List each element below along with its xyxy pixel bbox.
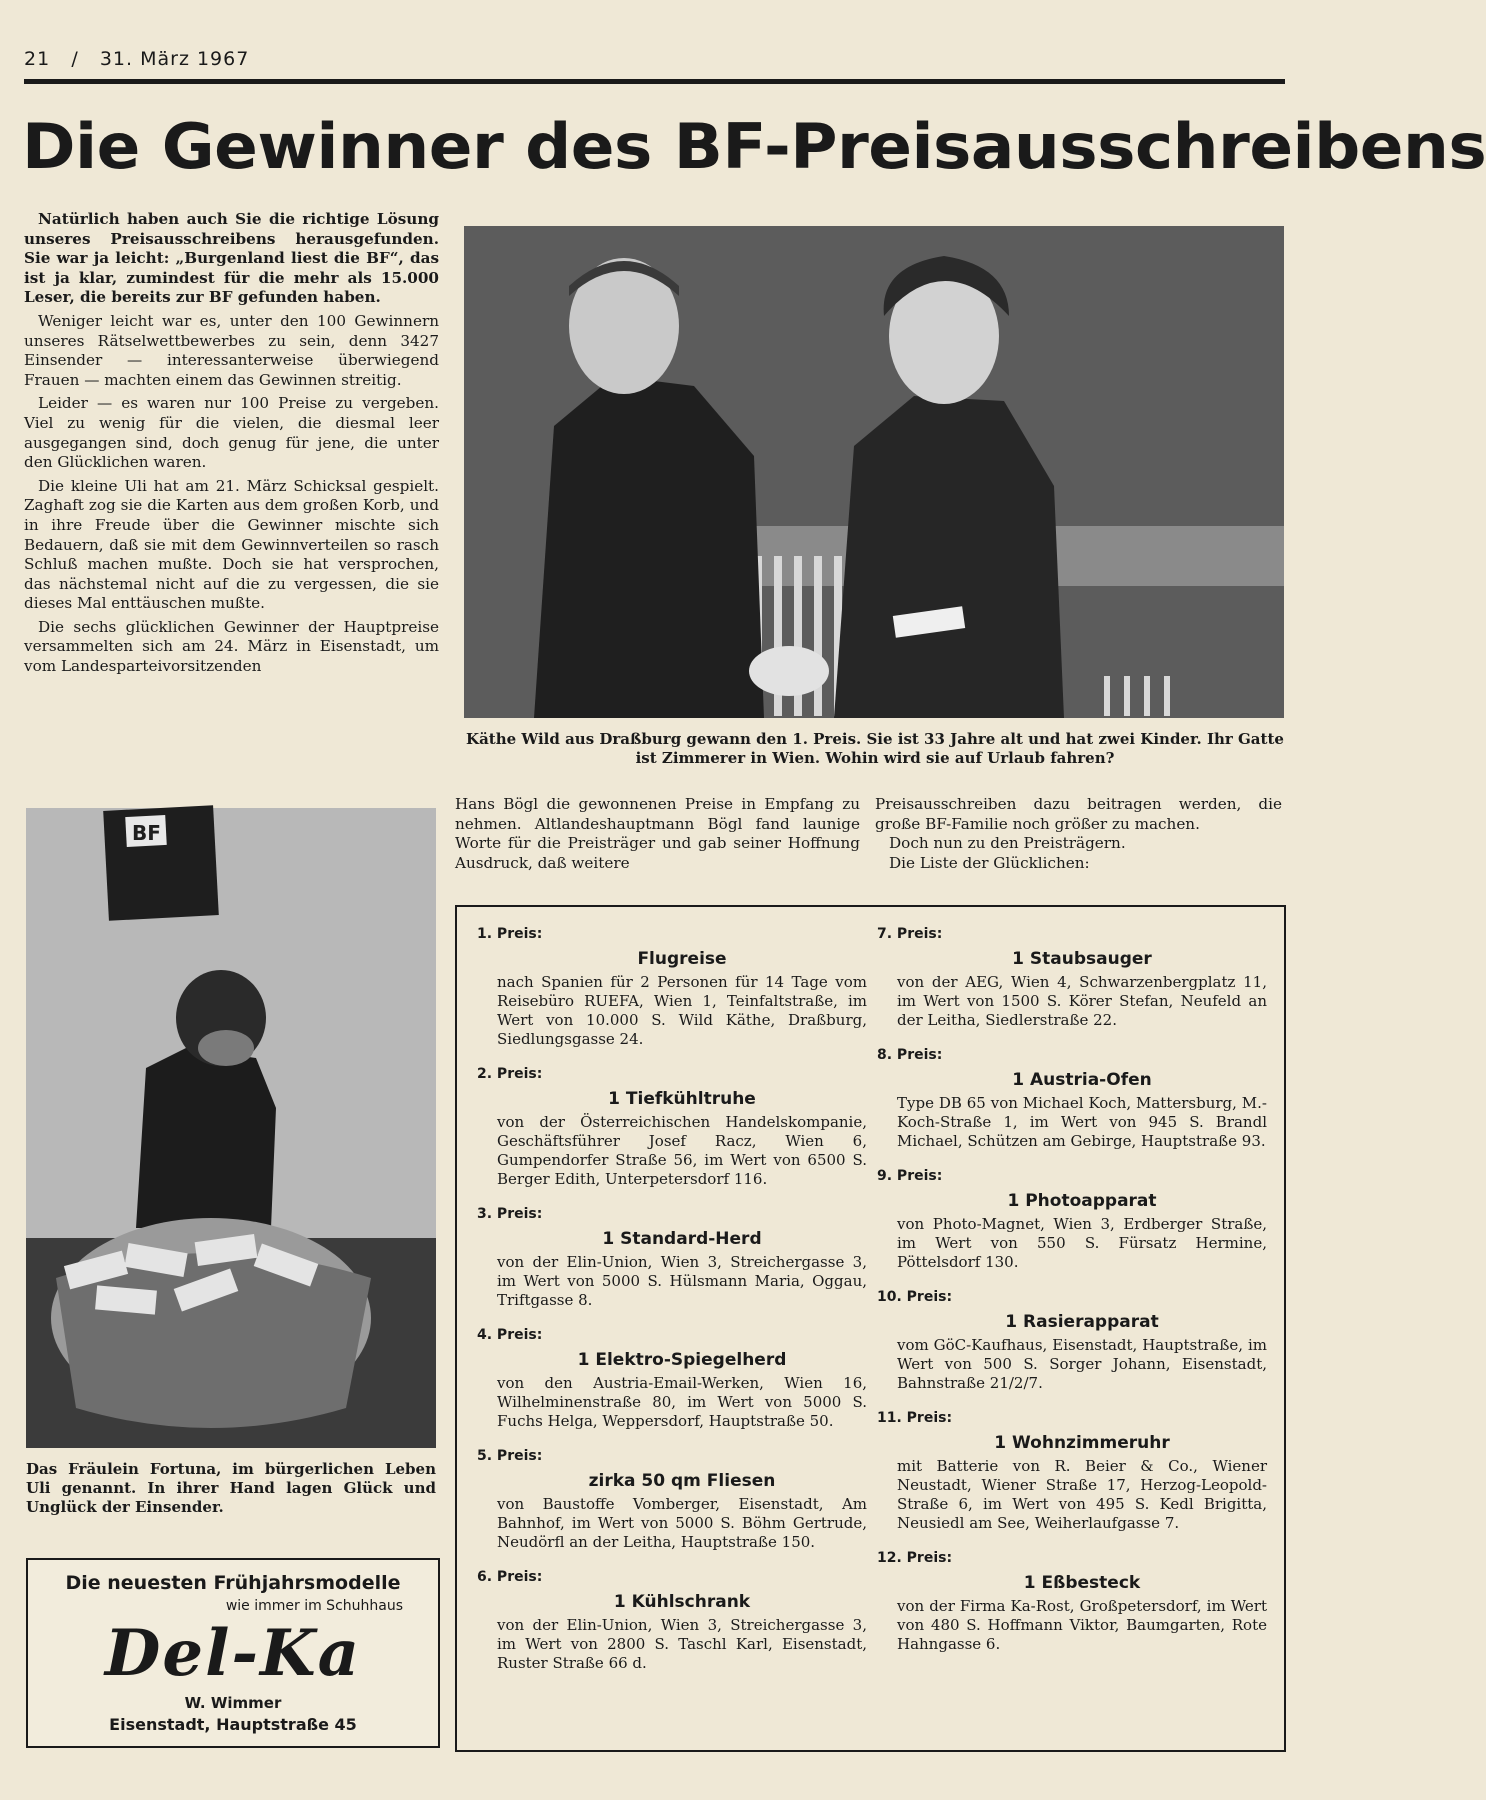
child-drawing-photo — [26, 808, 436, 1448]
prize-description: von der Elin-Union, Wien 3, Streichergasse 3, im Wert von 5000 S. Hülsmann Maria, Oggau, Triftgasse 8. — [497, 1253, 867, 1309]
photo-illustration — [26, 808, 436, 1448]
prize-description: von der Elin-Union, Wien 3, Streichergasse 3, im Wert von 2800 S. Taschl Karl, Eisenstadt, Ruster Straße 66 d. — [497, 1616, 867, 1672]
prize-name: 1 Elektro-Spiegelherd — [577, 1350, 787, 1370]
prize-number: 2. Preis: — [477, 1066, 543, 1082]
prize-number: 10. Preis: — [877, 1289, 953, 1305]
prize-description: von den Austria-Email-Werken, Wien 16, Wilhelminenstraße 80, im Wert von 5000 S. Fuchs Helga, Weppersdorf, Hauptstraße 50. — [497, 1374, 867, 1430]
prize-name: 1 Rasierapparat — [1005, 1312, 1159, 1332]
prize-number: 8. Preis: — [877, 1047, 943, 1063]
prize-number: 5. Preis: — [477, 1448, 543, 1464]
prize-description: von Baustoffe Vomberger, Eisenstadt, Am Bahnhof, im Wert von 5000 S. Böhm Gertrude, Neudörfl an der Leitha, Hauptstraße 150. — [497, 1495, 867, 1551]
prize-list-box — [455, 905, 1286, 1752]
ad-headline: Die neuesten Frühjahrsmodelle — [65, 1572, 401, 1594]
continuation-text: Die Liste der Glücklichen: — [889, 853, 1090, 872]
prize-description: vom GöC-Kaufhaus, Eisenstadt, Hauptstraße, im Wert von 500 S. Sorger Johann, Eisenstadt, Bahnstraße 21/2/7. — [897, 1336, 1267, 1392]
prize-description: nach Spanien für 2 Personen für 14 Tage vom Reisebüro RUEFA, Wien 1, Teinfaltstraße, im Wert von 10.000 S. Wild Käthe, Draßburg, Siedlungsgasse 24. — [497, 973, 867, 1048]
prize-entry — [477, 1205, 867, 1310]
prize-description: Type DB 65 von Michael Koch, Mattersburg, M.-Koch-Straße 1, im Wert von 945 S. Brandl Michael, Schützen am Gebirge, Hauptstraße 93. — [897, 1094, 1267, 1150]
prize-column-left — [477, 925, 867, 1689]
ad-logo: Del-Ka — [104, 1616, 362, 1691]
prize-entry — [877, 1549, 1267, 1654]
header-separator: / — [71, 48, 79, 70]
prize-description: von Photo-Magnet, Wien 3, Erdberger Straße, im Wert von 550 S. Fürsatz Hermine, Pöttelsdorf 130. — [897, 1215, 1267, 1271]
prize-name: 1 Wohnzimmeruhr — [994, 1433, 1170, 1453]
shoe-store-ad — [26, 1558, 440, 1748]
prize-number: 7. Preis: — [877, 926, 943, 942]
ad-owner: W. Wimmer — [184, 1694, 282, 1712]
prize-name: 1 Tiefkühltruhe — [608, 1089, 756, 1109]
page-number: 21 — [24, 48, 51, 70]
prize-number: 6. Preis: — [477, 1569, 543, 1585]
prize-description: mit Batterie von R. Beier & Co., Wiener Neustadt, Wiener Straße 17, Herzog-Leopold-Straße 6, im Wert von 495 S. Kedl Brigitta, Neusiedl am See, Weiherlaufgasse 7. — [897, 1457, 1267, 1532]
main-photo-caption: Käthe Wild aus Draßburg gewann den 1. Preis. Sie ist 33 Jahre alt und hat zwei Kinder. Ihr Gatte ist Zimmerer in Wien. Wohin wird sie auf Urlaub fahren? — [466, 730, 1284, 767]
prize-entry — [477, 1326, 867, 1431]
header-rule — [24, 79, 1285, 84]
intro-paragraph: Leider — es waren nur 100 Preise zu vergeben. Viel zu wenig für die vielen, die diesmal leer ausgegangen sind, doch genug für jene, die unter den Glücklichen waren. — [24, 394, 439, 472]
continuation-text: Doch nun zu den Preisträgern. — [889, 834, 1126, 853]
prize-number: 11. Preis: — [877, 1410, 953, 1426]
prize-entry — [877, 1288, 1267, 1393]
poster-label: BF — [132, 821, 161, 845]
prize-number: 4. Preis: — [477, 1327, 543, 1343]
prize-number: 3. Preis: — [477, 1206, 543, 1222]
continuation-text: Preisausschreiben dazu beitragen werden, die große BF-Familie noch größer zu machen. — [875, 795, 1282, 833]
prize-name: 1 Eßbesteck — [1023, 1573, 1141, 1593]
photo-illustration — [464, 226, 1284, 718]
continuation-col1: Hans Bögl die gewonnenen Preise in Empfang zu nehmen. Altlandeshauptmann Bögl fand launige Worte für die Preisträger und gab seiner Hoffnung Ausdruck, daß weitere — [455, 795, 860, 872]
prize-description: von der AEG, Wien 4, Schwarzenbergplatz 11, im Wert von 1500 S. Körer Stefan, Neufeld an der Leitha, Siedlerstraße 22. — [897, 973, 1267, 1029]
headline: Die Gewinner des BF-Preisausschreibens — [22, 110, 1486, 183]
prize-description: von der Österreichischen Handelskompanie, Geschäftsführer Josef Racz, Wien 6, Gumpendorfer Straße 56, im Wert von 6500 S. Berger Edith, Unterpetersdorf 116. — [497, 1113, 867, 1188]
prize-column-right — [877, 925, 1267, 1670]
prize-entry — [477, 1447, 867, 1552]
intro-column — [24, 210, 439, 681]
prize-description: von der Firma Ka-Rost, Großpetersdorf, im Wert von 480 S. Hoffmann Viktor, Baumgarten, Rote Hahngasse 6. — [897, 1597, 1267, 1653]
prize-entry — [877, 925, 1267, 1030]
continuation-col2 — [875, 795, 1282, 873]
prize-entry — [877, 1046, 1267, 1151]
prize-entry — [477, 1065, 867, 1189]
prize-entry — [877, 1167, 1267, 1272]
prize-name: zirka 50 qm Fliesen — [588, 1471, 776, 1491]
prize-name: Flugreise — [637, 949, 727, 969]
prize-name: 1 Photoapparat — [1007, 1191, 1157, 1211]
intro-paragraph: Die sechs glücklichen Gewinner der Hauptpreise versammelten sich am 24. März in Eisenstadt, um vom Landesparteivorsitzenden — [24, 617, 439, 676]
prize-name: 1 Standard-Herd — [602, 1229, 762, 1249]
prize-entry — [877, 1409, 1267, 1533]
prize-number: 1. Preis: — [477, 926, 543, 942]
prize-number: 12. Preis: — [877, 1550, 953, 1566]
prize-entry — [477, 925, 867, 1049]
prize-name: 1 Staubsauger — [1012, 949, 1152, 969]
ad-subline: wie immer im Schuhhaus — [225, 1598, 403, 1614]
prize-name: 1 Kühlschrank — [613, 1592, 751, 1612]
intro-paragraph: Natürlich haben auch Sie die richtige Lösung unseres Preisausschreibens herausgefunden. Sie war ja leicht: „Burgenland liest die BF“, das ist ja klar, zumindest für die mehr als 15.000 Leser, die bereits zur BF gefunden haben. — [24, 210, 439, 307]
winner-handshake-photo — [464, 226, 1284, 718]
prize-entry — [477, 1568, 867, 1673]
intro-paragraph: Die kleine Uli hat am 21. März Schicksal gespielt. Zaghaft zog sie die Karten aus dem großen Korb, und in ihre Freude über die Gewinner mischte sich Bedauern, daß sie mit dem Gewinnverteilen so rasch Schluß machen mußte. Doch sie hat versprochen, das nächstemal nicht auf die zu vergessen, die sie dieses Mal enttäuschen mußte. — [24, 476, 439, 613]
page-header — [24, 48, 249, 70]
prize-number: 9. Preis: — [877, 1168, 943, 1184]
ad-address: Eisenstadt, Hauptstraße 45 — [109, 1715, 357, 1734]
intro-paragraph: Weniger leicht war es, unter den 100 Gewinnern unseres Rätselwettbewerbes zu sein, denn 3427 Einsender — interessanterweise überwiegend Frauen — machten einem das Gewinnen streitig. — [24, 311, 439, 389]
prize-name: 1 Austria-Ofen — [1012, 1070, 1152, 1090]
issue-date: 31. März 1967 — [99, 48, 250, 70]
child-photo-caption: Das Fräulein Fortuna, im bürgerlichen Leben Uli genannt. In ihrer Hand lagen Glück und Unglück der Einsender. — [26, 1460, 436, 1516]
